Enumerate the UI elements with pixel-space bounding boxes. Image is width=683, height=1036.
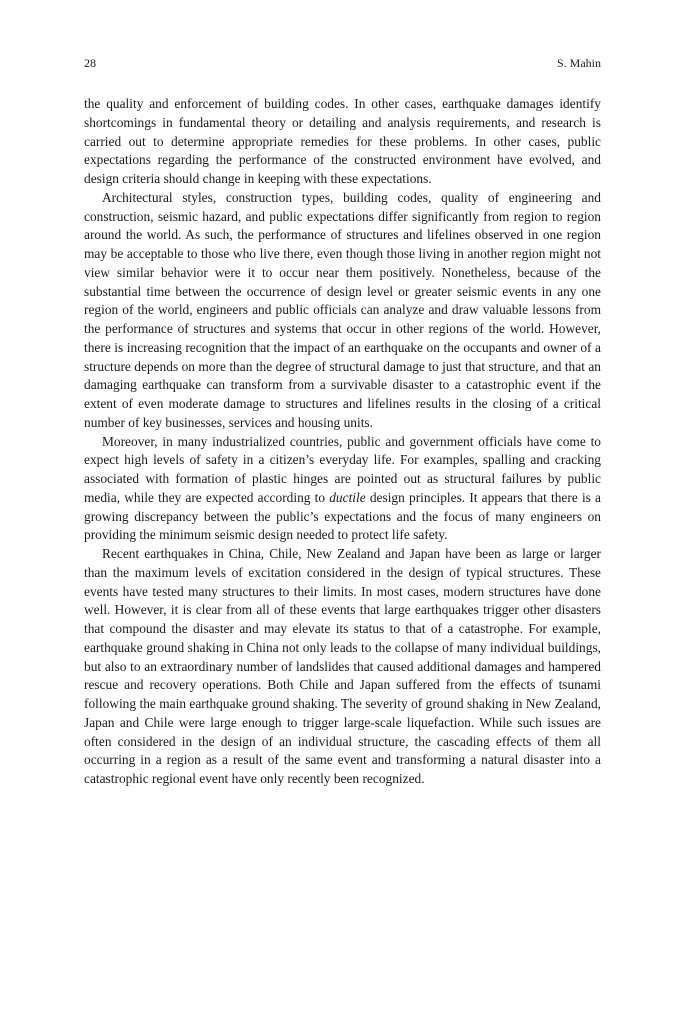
paragraph-3 [84, 433, 601, 546]
book-page [84, 56, 601, 789]
paragraph-3-part-a: Moreover, in many industrialized countries, public and government officials have come to expect high levels of safety in a citizen’s everyday life. For examples, spalling and cracking associated with formation of plastic hinges are pointed out as structural failures by public media, while they are expected according to [84, 433, 601, 505]
paragraph-4: Recent earthquakes in China, Chile, New Zealand and Japan have been as large or larger than the maximum levels of excitation considered in the design of typical structures. These events have tested many structures to their limits. In most cases, modern structures have done well. However, it is clear from all of these events that large earthquakes trigger other disasters that compound the disaster and may elevate its status to that of a catastrophe. For example, earthquake ground shaking in China not only leads to the collapse of many individual buildings, but also to an extraordinary number of landslides that caused additional damages and hampered rescue and recovery operations. Both Chile and Japan suffered from the effects of tsunami following the main earthquake ground shaking. The severity of ground shaking in New Zealand, Japan and Chile were large enough to trigger large-scale liquefaction. While such issues are often considered in the design of an individual structure, the cascading effects of them all occurring in a region as a result of the same event and transforming a natural disaster into a catastrophic regional event have only recently been recognized. [84, 546, 601, 786]
italic-term-ductile: ductile [329, 489, 366, 505]
running-head [84, 56, 601, 70]
paragraph-1: the quality and enforcement of building codes. In other cases, earthquake damages identify shortcomings in fundamental theory or detailing and analysis requirements, and research is carried out to determine appropriate remedies for these problems. In other cases, public expectations regarding the performance of the constructed environment have evolved, and design criteria should change in keeping with these expectations. [84, 96, 601, 186]
body-text [84, 95, 601, 789]
page-number: 28 [84, 56, 96, 70]
paragraph-3-part-b: design principles. It appears that there is a growing discrepancy between the public’s expectations and the focus of many engineers on providing the minimum seismic design needed to protect life safety. [84, 489, 601, 543]
author-name: S. Mahin [556, 56, 601, 70]
paragraph-2: Architectural styles, construction types, building codes, quality of engineering and construction, seismic hazard, and public expectations differ significantly from region to region around the world. As such, the performance of structures and lifelines observed in one region may be acceptable to those who live there, even though those living in another region might not view similar behavior were it to occur near them positively. Nonetheless, because of the substantial time between the occurrence of design level or greater seismic events in any one region of the world, engineers and public officials can analyze and draw valuable lessons from the performance of structures and systems that occur in other regions of the world. However, there is increasing recognition that the impact of an earthquake on the occupants and owner of a structure depends on more than the degree of structural damage to just that structure, and that an damaging earthquake can transform from a survivable disaster to a catastrophic event if the extent of even moderate damage to structures and lifelines results in the closing of a critical number of key businesses, services and housing units. [84, 189, 601, 430]
